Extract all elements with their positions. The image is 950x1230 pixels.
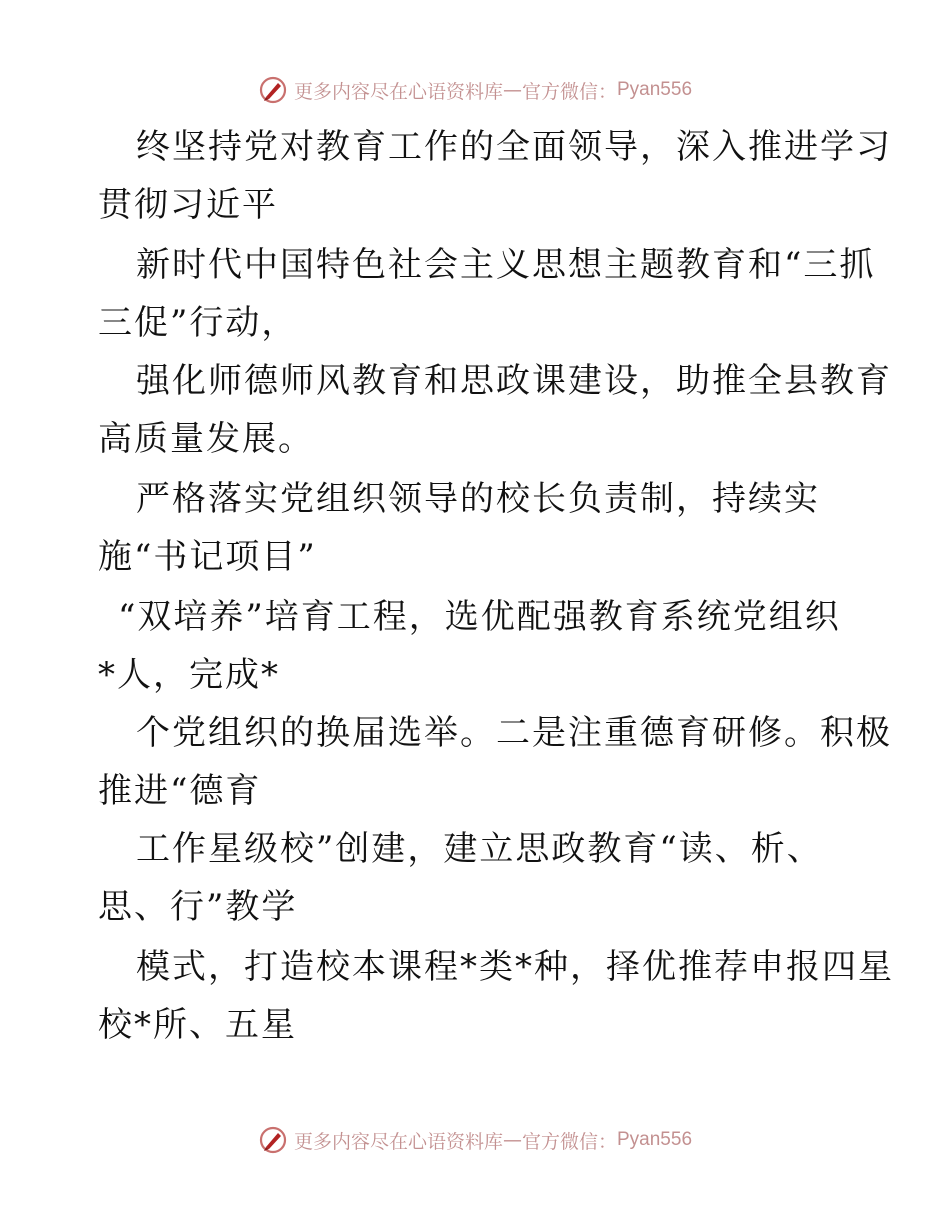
text-line: 思、行”教学: [98, 887, 298, 927]
text-line: 强化师德师风教育和思政课建设，助推全县教育: [136, 361, 892, 401]
text-line: 三促”行动，: [98, 303, 298, 343]
text-line: 个党组织的换届选举。二是注重德育研修。积极: [136, 713, 892, 753]
text-line: 贯彻习近平: [98, 185, 278, 225]
watermark-separator: —: [502, 79, 522, 101]
watermark-wechat-id: Pyan556: [617, 1129, 693, 1150]
footer-watermark: [0, 1120, 950, 1160]
watermark-text: 更多内容尽在心语资料库: [293, 80, 503, 103]
text-line: “双培养”培育工程，选优配强教育系统党组织: [118, 597, 841, 637]
text-line: 模式，打造校本课程*类*种，择优推荐申报四星: [136, 947, 894, 987]
watermark-text: 更多内容尽在心语资料库: [293, 1130, 503, 1153]
text-line: 推进“德育: [98, 771, 262, 811]
pen-logo-icon: [258, 1125, 288, 1155]
text-line: 校*所、五星: [98, 1005, 297, 1045]
text-line: 终坚持党对教育工作的全面领导，深入推进学习: [136, 127, 892, 167]
text-line: 严格落实党组织领导的校长负责制，持续实: [136, 479, 820, 519]
watermark-wechat-label: 官方微信：: [521, 1130, 617, 1153]
header-watermark: [0, 70, 950, 110]
text-line: 新时代中国特色社会主义思想主题教育和“三抓: [136, 245, 876, 285]
watermark-separator: —: [502, 1129, 522, 1151]
text-line: 施“书记项目”: [98, 537, 317, 577]
watermark-wechat-label: 官方微信：: [521, 80, 617, 103]
text-line: 高质量发展。: [98, 419, 314, 459]
text-line: 工作星级校”创建，建立思政教育“读、析、: [136, 829, 823, 869]
watermark-wechat-id: Pyan556: [617, 79, 693, 100]
pen-logo-icon: [258, 75, 288, 105]
text-line: *人，完成*: [98, 655, 280, 695]
